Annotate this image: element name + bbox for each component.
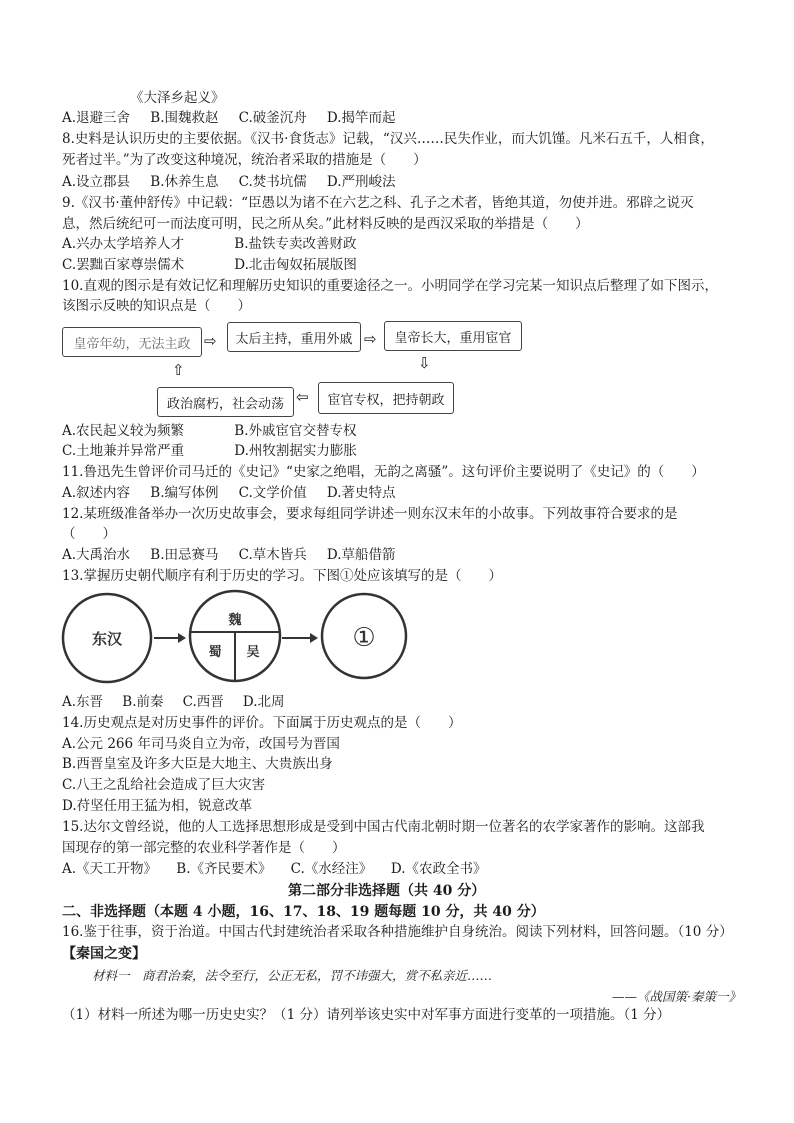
q8-stem-1: 8.史料是认识历史的主要依据。《汉书·食货志》记载，“汉兴……民失作业，而大饥馑。凡米石五千，人相食，	[62, 131, 714, 147]
q10-stem-2: 该图示反映的知识点是（ ）	[62, 298, 251, 314]
option-a[interactable]: A.退避三舍	[62, 110, 131, 126]
arrow-right-icon: ⇨	[204, 332, 217, 350]
q8-stem-2: 死者过半。”为了改变这种境况，统治者采取的措施是（ ）	[62, 152, 427, 168]
q13-dynasty-diagram	[60, 588, 420, 688]
q12-options	[62, 545, 396, 565]
q10-stem-1: 10.直观的图示是有效记忆和理解历史知识的重要途径之一。小明同学在学习完某一知识点后整理了如下图示，	[62, 278, 718, 294]
q16-question-1: （1）材料一所述为哪一历史史实？（1 分）请列举该史实中对军事方面进行变革的一项措施。（1 分）	[62, 1007, 671, 1023]
option-c[interactable]: C.罢黜百家尊崇儒术	[62, 257, 185, 273]
option-d[interactable]: D.州牧割据实力膨胀	[234, 443, 357, 459]
q16-material: 材料一 商君治秦，法令至行，公正无私，罚不讳强大，赏不私亲近……	[92, 968, 493, 983]
flow-step-3: 皇帝长大，重用宦官	[384, 321, 522, 351]
option-b[interactable]: B.编写体例	[150, 485, 219, 501]
label-shu: 蜀	[208, 645, 222, 660]
option-c[interactable]: C.焚书坑儒	[238, 174, 307, 190]
option-b[interactable]: B.《齐民要术》	[176, 861, 272, 877]
q14-stem: 14.历史观点是对历史事件的评价。下面属于历史观点的是（ ）	[62, 715, 462, 731]
q11-stem: 11.鲁迅先生曾评价司马迁的《史记》“史家之绝唱，无韵之离骚”。这句评价主要说明了《史记》的（ ）	[62, 464, 705, 480]
q9-stem-1: 9.《汉书·董仲舒传》中记载：“臣愚以为诸不在六艺之科、孔子之术者，皆绝其道，勿使并进。邪辟之说灭	[62, 195, 694, 211]
option-a[interactable]: A.《天工开物》	[62, 861, 158, 877]
q9-options-row2	[62, 255, 357, 275]
option-c[interactable]: C.《水经注》	[290, 861, 373, 877]
q16-source: ——《战国策·秦策一》	[612, 989, 741, 1004]
option-a[interactable]: A.大禹治水	[62, 547, 131, 563]
arrow-left-icon: ⇦	[296, 388, 309, 406]
q15-stem-1: 15.达尔文曾经说，他的人工选择思想形成是受到中国古代南北朝时期一位著名的农学家著作的影响。这部我	[62, 819, 705, 835]
option-b[interactable]: B.前秦	[122, 694, 164, 710]
option-d[interactable]: D.著史特点	[326, 485, 396, 501]
option-a[interactable]: A.东晋	[62, 694, 104, 710]
q11-options	[62, 483, 396, 503]
option-a[interactable]: A.叙述内容	[62, 485, 131, 501]
option-d[interactable]: D.揭竿而起	[326, 110, 396, 126]
option-c[interactable]: C.文学价值	[238, 485, 307, 501]
q16-topic: 【秦国之变】	[62, 946, 146, 962]
option-b[interactable]: B.田忌赛马	[150, 547, 219, 563]
part2-title: 第二部分非选择题（共 40 分）	[288, 883, 486, 899]
label-circle-1: ①	[352, 623, 376, 653]
option-b[interactable]: B.盐铁专卖改善财政	[234, 236, 357, 252]
option-d[interactable]: D.北击匈奴拓展版图	[234, 257, 357, 273]
option-d[interactable]: D.草船借箭	[326, 547, 396, 563]
option-d[interactable]: D.北周	[242, 694, 285, 710]
q9-stem-2: 息，然后统纪可一而法度可明，民之所从矣。”此材料反映的是西汉采取的举措是（ ）	[62, 216, 589, 232]
option-a[interactable]: A.设立郡县	[62, 174, 131, 190]
option-a[interactable]: A.兴办太学培养人才	[62, 236, 185, 252]
flow-step-4: 宦官专权，把持朝政	[318, 382, 454, 414]
label-donghan: 东汉	[91, 630, 123, 648]
arrow-up-icon: ⇧	[172, 361, 185, 379]
option-d[interactable]: D.《农政全书》	[390, 861, 487, 877]
flow-step-2: 太后主持，重用外戚	[227, 322, 361, 352]
arrow-head	[178, 633, 186, 643]
option-b[interactable]: B.休养生息	[150, 174, 219, 190]
q13-options	[62, 692, 285, 712]
option-c[interactable]: C.土地兼并异常严重	[62, 443, 185, 459]
q15-stem-2: 国现存的第一部完整的农业科学著作是（ ）	[62, 840, 346, 856]
q14-option-a[interactable]: A.公元 266 年司马炎自立为帝，改国号为晋国	[62, 736, 340, 752]
label-wei: 魏	[228, 613, 242, 628]
q14-option-d[interactable]: D.苻坚任用王猛为相，锐意改革	[62, 798, 253, 814]
option-d[interactable]: D.严刑峻法	[326, 174, 396, 190]
q7-options	[62, 108, 396, 128]
arrow-down-icon: ⇩	[418, 354, 431, 372]
q12-stem-2: （ ）	[62, 526, 116, 542]
q14-option-c[interactable]: C.八王之乱给社会造成了巨大灾害	[62, 777, 266, 793]
label-wu: 吴	[246, 645, 260, 660]
option-c[interactable]: C.草木皆兵	[238, 547, 307, 563]
q10-options-row1	[62, 421, 357, 441]
q8-options	[62, 172, 396, 192]
flow-step-1: 皇帝年幼，无法主政	[62, 327, 202, 357]
q15-options	[62, 859, 487, 879]
section-heading: 二、非选择题（本题 4 小题，16、17、18、19 题每题 10 分，共 40 分）	[62, 904, 545, 920]
q12-stem-1: 12.某班级准备举办一次历史故事会，要求每组同学讲述一则东汉末年的小故事。下列故事符合要求的是	[62, 506, 678, 522]
option-b[interactable]: B.围魏救赵	[150, 110, 219, 126]
q9-options-row1	[62, 234, 357, 254]
option-c[interactable]: C.破釜沉舟	[238, 110, 307, 126]
q14-option-b[interactable]: B.西晋皇室及许多大臣是大地主、大贵族出身	[62, 756, 333, 772]
option-a[interactable]: A.农民起义较为频繁	[62, 423, 185, 439]
option-b[interactable]: B.外戚宦官交替专权	[234, 423, 357, 439]
q7-caption: 《大泽乡起义》	[130, 90, 225, 106]
arrow-head	[310, 633, 318, 643]
option-c[interactable]: C.西晋	[182, 694, 224, 710]
q10-options-row2	[62, 441, 357, 461]
q13-stem: 13.掌握历史朝代顺序有利于历史的学习。下图①处应该填写的是（ ）	[62, 568, 502, 584]
q16-stem: 16.鉴于往事，资于治道。中国古代封建统治者采取各种措施维护自身统治。阅读下列材料，回答问题。（10 分）	[62, 924, 733, 940]
flow-step-5: 政治腐朽，社会动荡	[157, 387, 294, 417]
arrow-right-icon: ⇨	[364, 330, 377, 348]
